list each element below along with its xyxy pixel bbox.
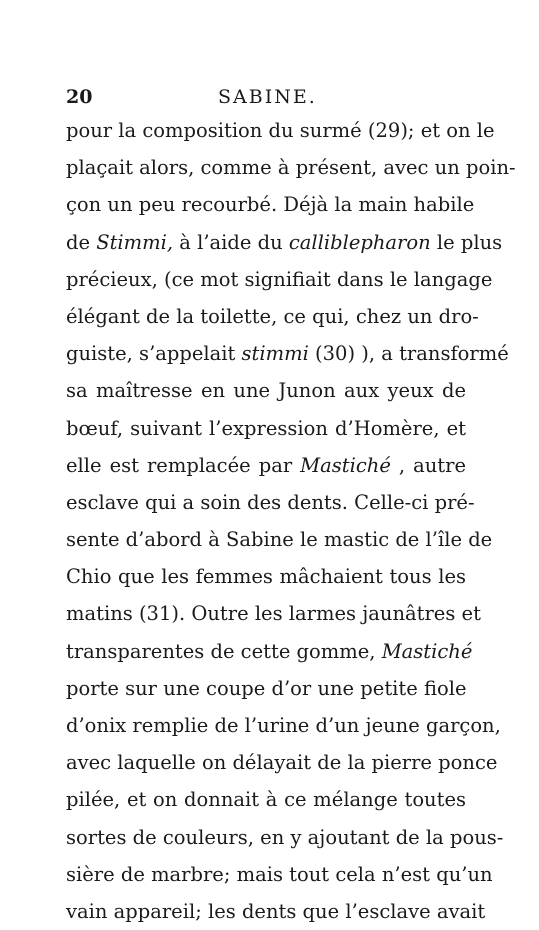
- text-line: [66, 670, 466, 707]
- text-segment: guiste, s’appelait: [66, 342, 242, 366]
- text-segment: de: [66, 230, 97, 254]
- text-line: [66, 335, 509, 372]
- text-segment: , autre: [390, 453, 467, 477]
- text-line: [66, 819, 504, 856]
- text-segment: porte sur une coupe d’or une petite fiole: [66, 676, 467, 700]
- text-line: [66, 781, 466, 818]
- text-segment: çon un peu recourbé. Déjà la main habile: [66, 193, 475, 217]
- text-line: [66, 521, 493, 558]
- text-segment: plaçait alors, comme à présent, avec un poin-: [66, 156, 516, 180]
- text-segment: à l’aide du: [173, 230, 289, 254]
- text-line: [66, 149, 516, 186]
- text-segment: sière de marbre; mais tout cela n’est qu’un: [66, 862, 493, 886]
- text-line: [66, 410, 466, 447]
- text-segment: matins (31). Outre les larmes jaunâtres et: [66, 602, 481, 626]
- italic-text: stimmi: [241, 342, 309, 366]
- running-title: SABINE.: [218, 86, 317, 108]
- text-segment: d’onix remplie de l’urine d’un jeune garçon,: [66, 714, 501, 737]
- page-header: [0, 0, 539, 120]
- text-line: [66, 484, 475, 521]
- text-line: [66, 595, 481, 632]
- text-segment: Chio que les femmes mâchaient tous les: [66, 565, 466, 589]
- text-segment: sortes de couleurs, en y ajoutant de la pous-: [66, 825, 504, 849]
- text-line: [66, 744, 498, 781]
- text-segment: sente d’abord à Sabine le mastic de l’île de: [66, 528, 493, 552]
- text-line: [66, 186, 475, 223]
- italic-text: Mastiché: [300, 453, 391, 477]
- text-segment: le plus: [430, 230, 503, 254]
- text-segment: sa maîtresse en une Junon aux yeux de: [66, 379, 466, 403]
- text-line: [66, 298, 479, 335]
- text-line: [66, 633, 473, 670]
- text-line: [66, 707, 501, 744]
- text-line: [66, 224, 503, 261]
- text-segment: élégant de la toilette, ce qui, chez un dro-: [66, 304, 479, 328]
- text-segment: elle est remplacée par: [66, 453, 301, 477]
- italic-text: Stimmi,: [96, 230, 174, 254]
- page-number: 20: [66, 86, 93, 108]
- text-segment: pour la composition du surmé (29); et on le: [66, 119, 495, 142]
- text-line: [66, 558, 466, 595]
- italic-text: calliblepharon: [288, 230, 431, 254]
- text-segment: (30) ), a transformé: [308, 342, 509, 366]
- text-segment: pilée, et on donnait à ce mélange toutes: [66, 788, 466, 812]
- text-segment: transparentes de cette gomme,: [66, 639, 382, 663]
- text-line: [66, 893, 486, 930]
- italic-text: Mastiché: [381, 639, 473, 663]
- text-line: [66, 372, 466, 409]
- text-segment: bœuf, suivant l’expression d’Homère, et: [66, 416, 466, 440]
- text-line: [66, 856, 493, 893]
- text-segment: esclave qui a soin des dents. Celle-ci pré-: [66, 490, 475, 514]
- body-text: [66, 112, 516, 930]
- text-line: [66, 261, 493, 298]
- text-line: [66, 112, 495, 149]
- text-segment: avec laquelle on délayait de la pierre ponce: [66, 751, 498, 775]
- text-segment: vain appareil; les dents que l’esclave avait: [66, 899, 486, 923]
- text-segment: précieux, (ce mot signifiait dans le langage: [66, 267, 493, 291]
- text-line: [66, 447, 466, 484]
